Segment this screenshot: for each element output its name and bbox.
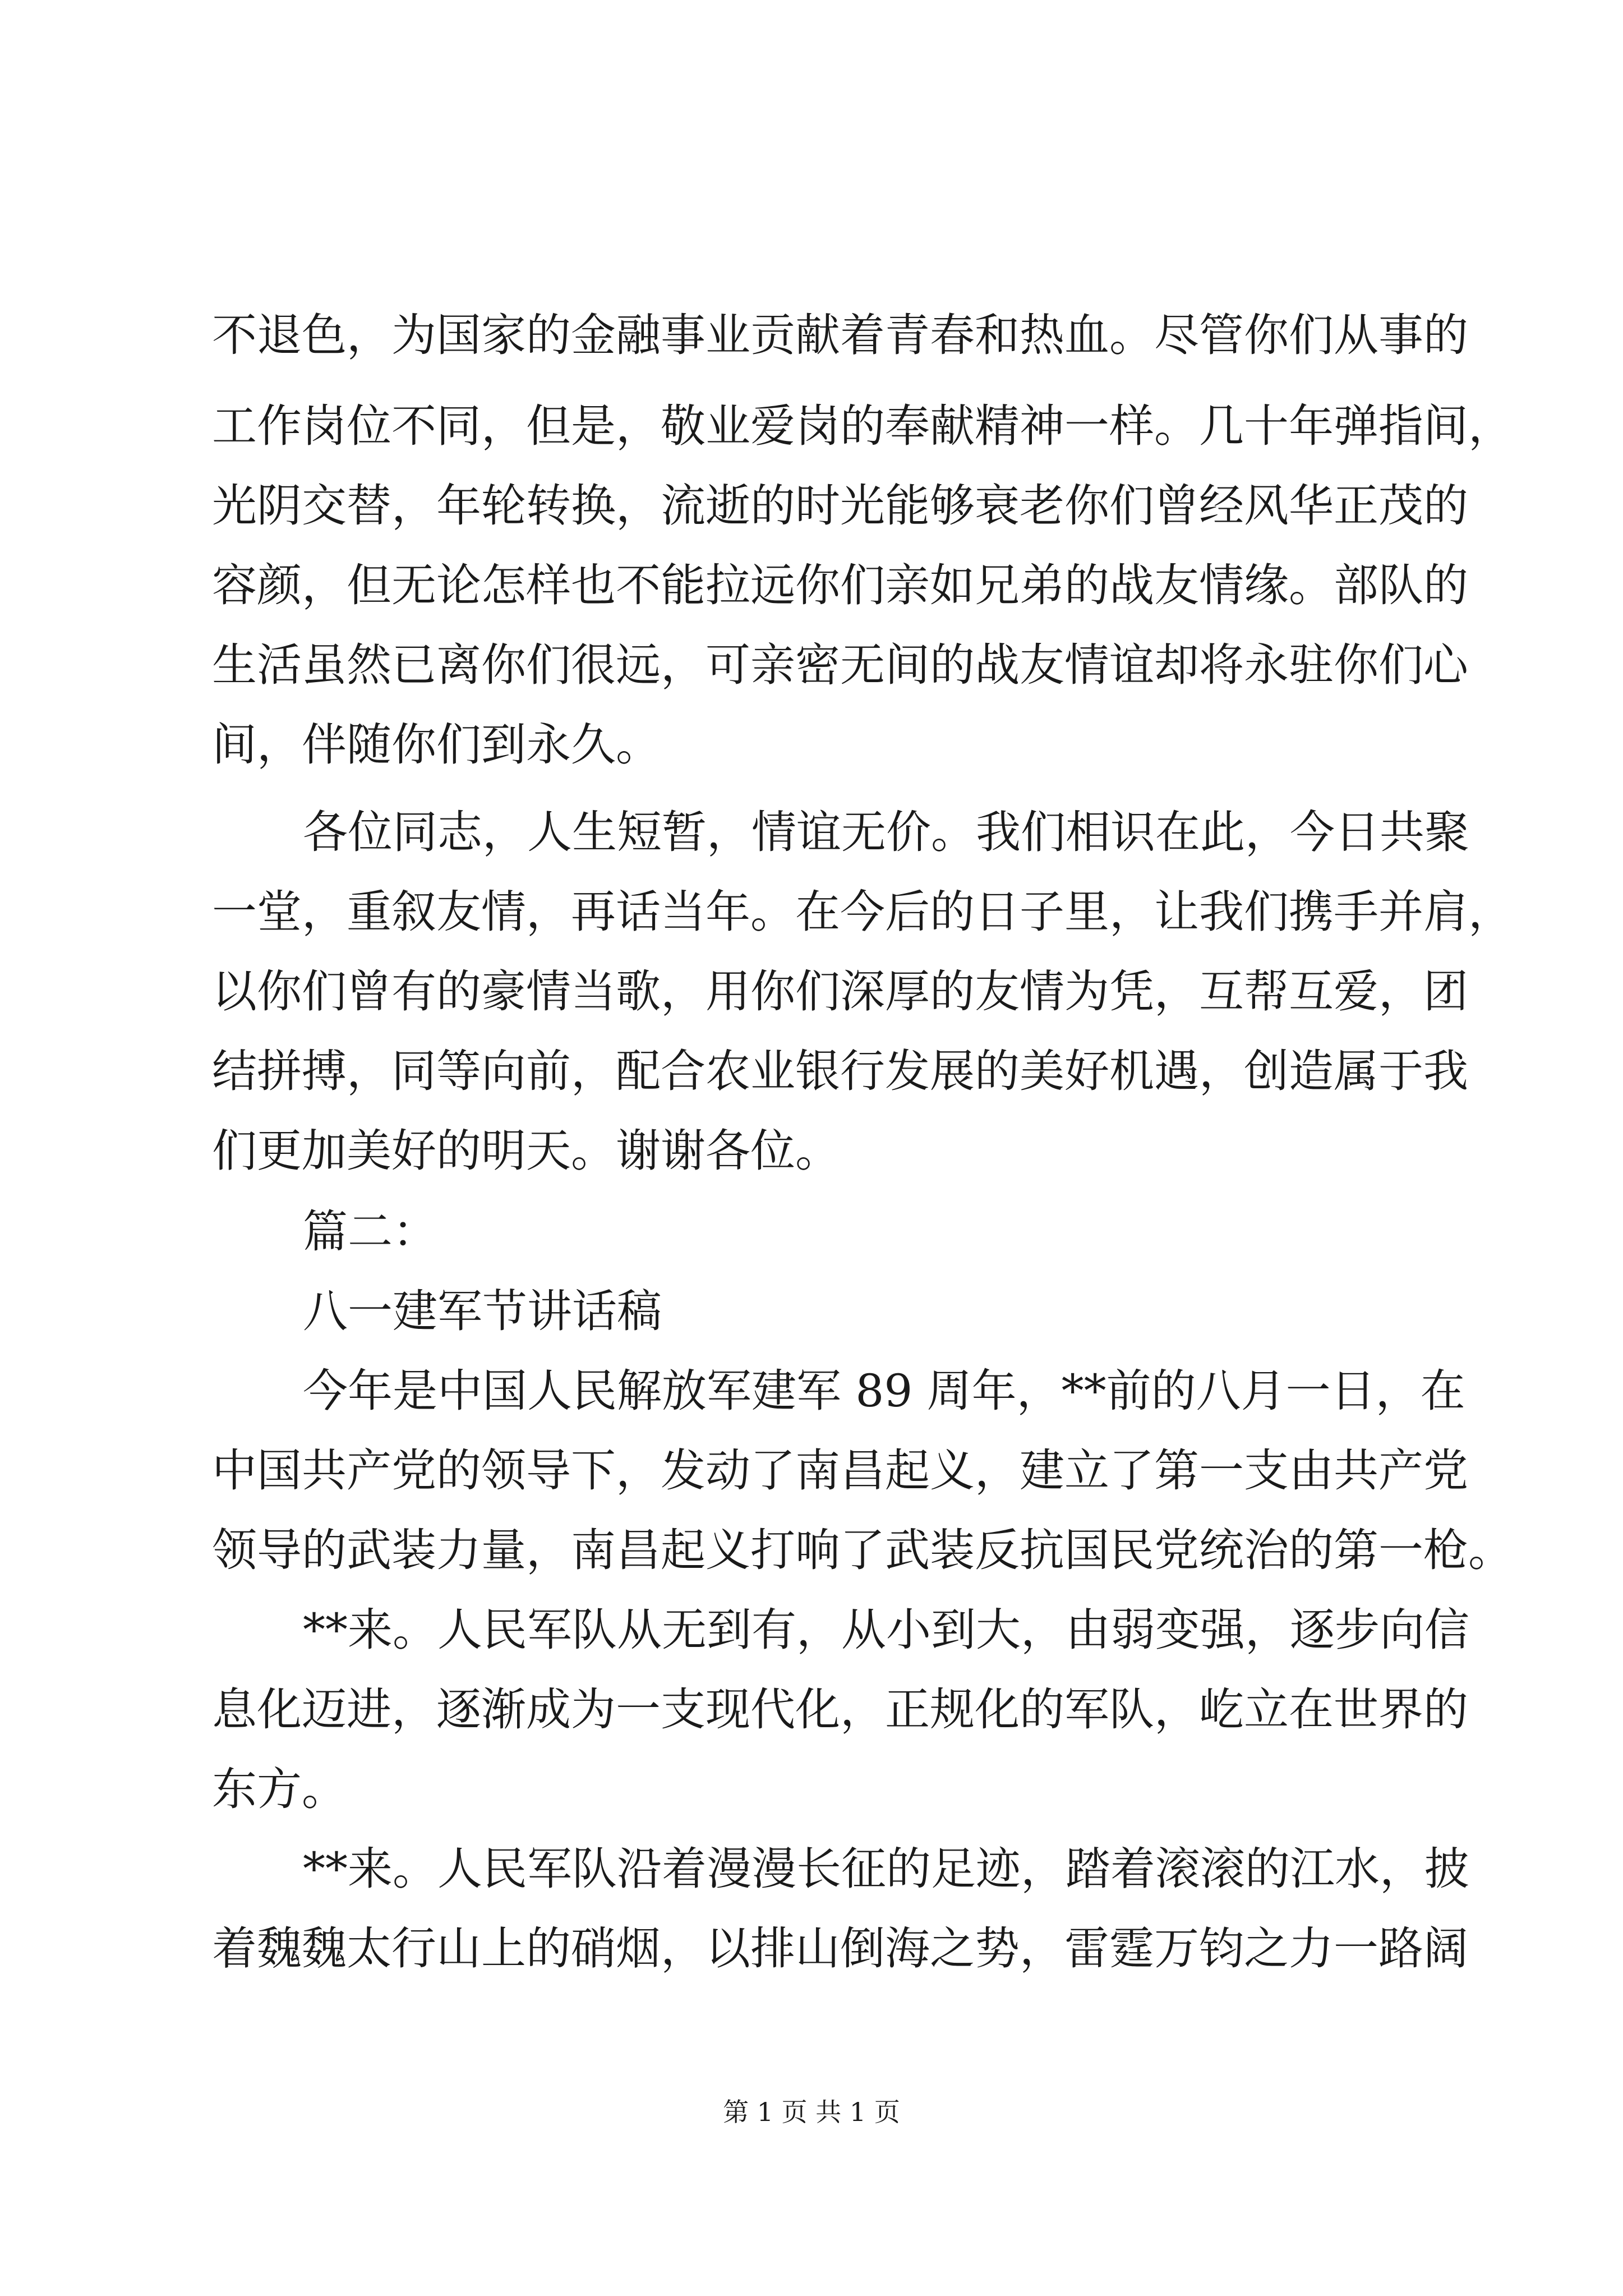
text-line [0,804,1623,861]
line-text: 一堂，重叙友情，再话当年。在今后的日子里，让我们携手并肩， [212,886,1513,938]
line-text: **来。人民军队沿着漫漫长征的足迹，踏着滚滚的江水，披 [303,1843,1469,1895]
line-text: 以你们曾有的豪情当歌，用你们深厚的友情为凭，互帮互爱，团 [212,965,1468,1018]
page-footer: 第 1 页 共 1 页 [723,2097,900,2127]
text-line [0,964,1623,1020]
line-text: 工作岗位不同，但是，敬业爱岗的奉献精神一样。几十年弹指间， [212,400,1513,452]
line-text: **来。人民军队从无到有，从小到大，由弱变强，逐步向信 [303,1604,1469,1656]
line-text: 各位同志，人生短暂，情谊无价。我们相识在此，今日共聚 [303,806,1469,858]
text-line [0,1682,1623,1738]
text-line [0,478,1623,534]
text-line [0,1443,1623,1499]
line-text: 息化迈进，逐渐成为一支现代化，正规化的军队，屹立在世界的 [212,1683,1468,1736]
line-text: 不退色，为国家的金融事业贡献着青春和热血。尽管你们从事的 [212,309,1468,361]
line-text: 东方。 [212,1763,347,1815]
line-text: 容颜，但无论怎样也不能拉远你们亲如兄弟的战友情缘。部队的 [212,559,1468,611]
text-line [0,1921,1623,1977]
line-text: 结拼搏，同等向前，配合农业银行发展的美好机遇，创造属于我 [212,1045,1468,1097]
text-line [0,1043,1623,1099]
text-line [0,1602,1623,1658]
text-line [0,1761,1623,1818]
line-text: 今年是中国人民解放军建军 89 周年，**前的八月一日，在 [303,1365,1465,1417]
line-text: 生活虽然已离你们很远，可亲密无间的战友情谊却将永驻你们心 [212,639,1468,691]
line-text: 中国共产党的领导下，发动了南昌起义，建立了第一支由共产党 [212,1444,1468,1497]
line-text: 着魏魏太行山上的硝烟，以排山倒海之势，雷霆万钧之力一路阔 [212,1922,1468,1975]
text-line [0,1841,1623,1897]
text-line [0,398,1623,454]
article-title [0,1283,1623,1340]
text-line [0,558,1623,614]
text-line [0,1363,1623,1419]
text-line [0,717,1623,773]
text-line [0,307,1623,364]
text-line [0,637,1623,693]
line-text: 间，伴随你们到永久。 [212,719,661,771]
section-heading [0,1204,1623,1260]
text-line [0,1522,1623,1579]
text-line [0,1123,1623,1179]
line-text: 光阴交替，年轮转换，流逝的时光能够衰老你们曾经风华正茂的 [212,480,1468,532]
line-text: 领导的武装力量，南昌起义打响了武装反抗国民党统治的第一枪。 [212,1524,1513,1576]
line-text: 篇二： [303,1205,437,1258]
line-text: 八一建军节讲话稿 [303,1285,662,1337]
text-line [0,884,1623,940]
line-text: 们更加美好的明天。谢谢各位。 [212,1125,840,1177]
